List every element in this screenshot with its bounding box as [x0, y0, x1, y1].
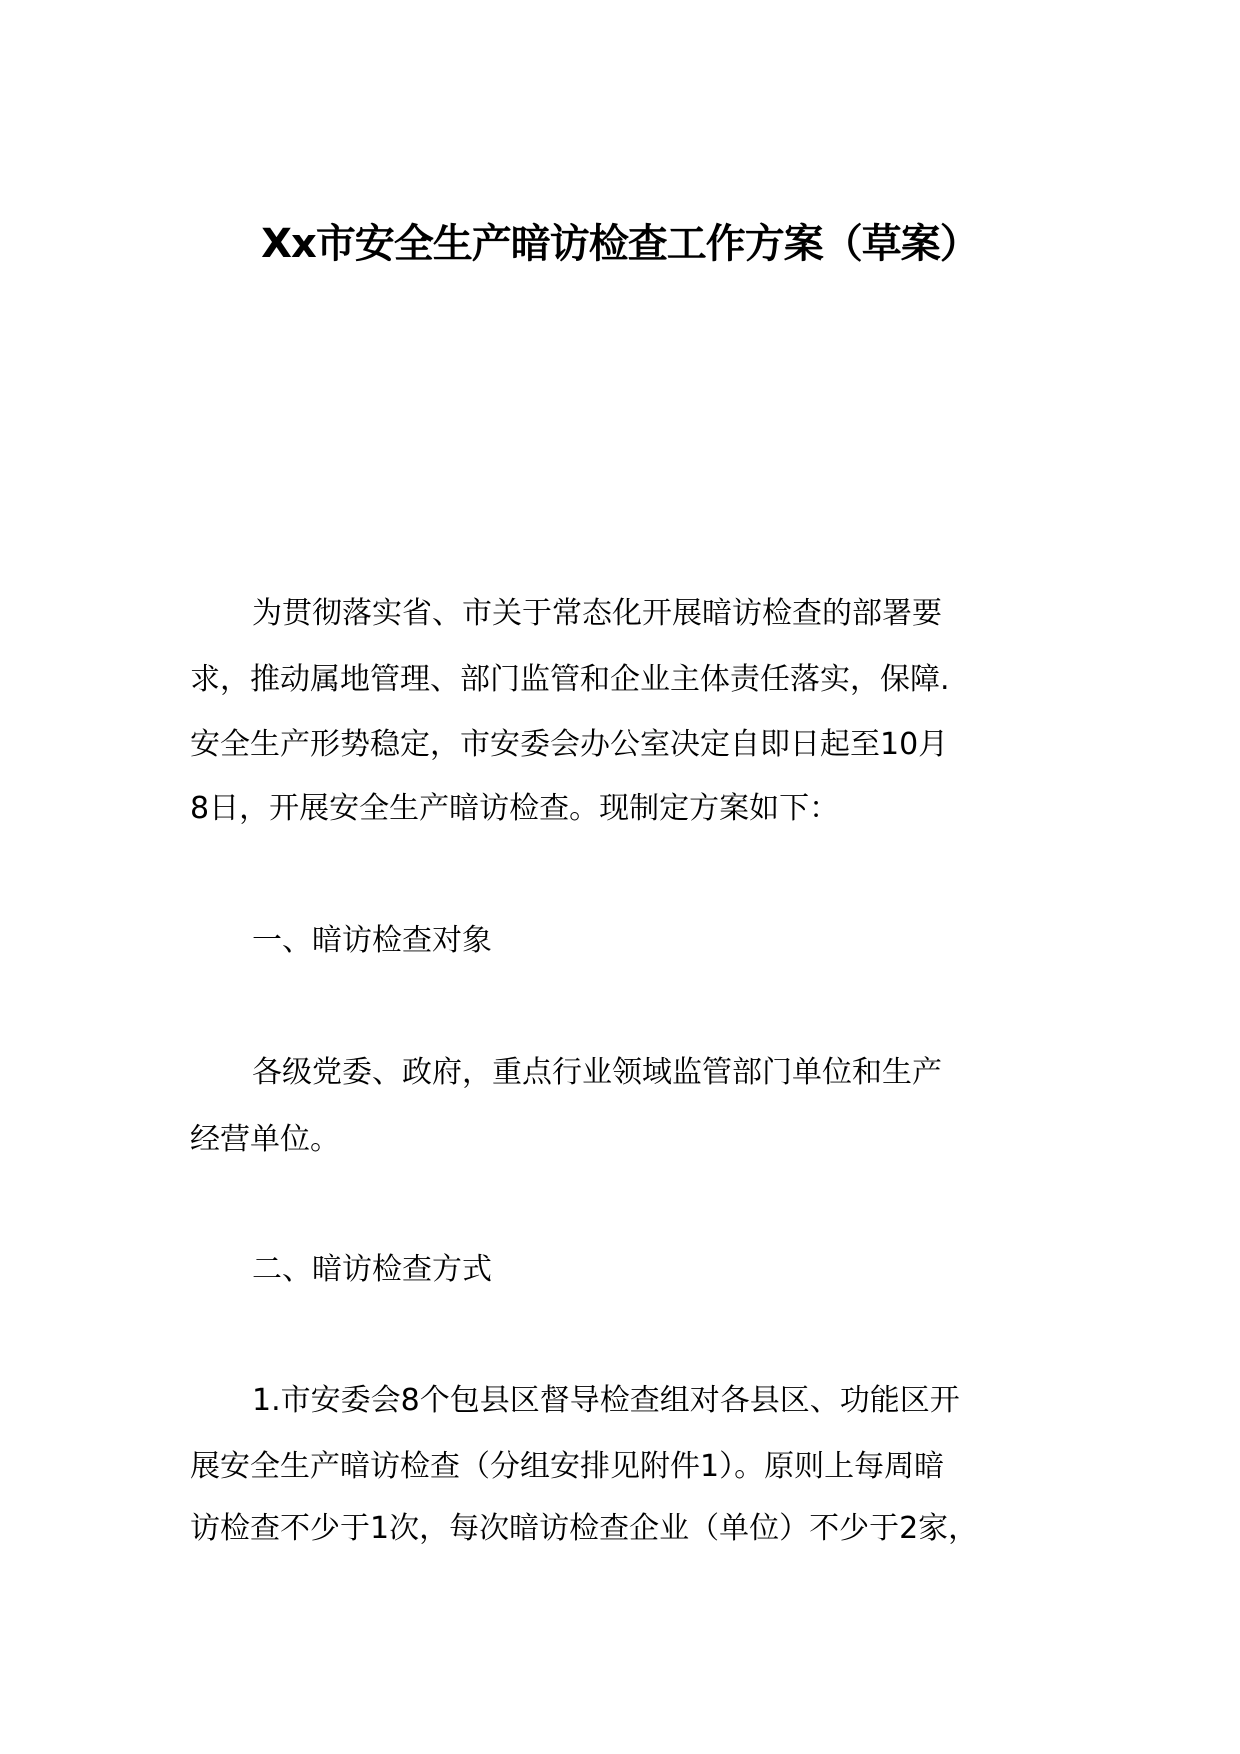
section-heading-2: 二、暗访检查方式 [252, 1252, 492, 1287]
paragraph-line: 1.市安委会8个包县区督导检查组对各县区、功能区开 [252, 1383, 960, 1418]
paragraph-line: 访检查不少于1次，每次暗访检查企业（单位）不少于2家， [190, 1511, 979, 1546]
section-heading-1: 一、暗访检查对象 [252, 923, 492, 958]
paragraph-line: 展安全生产暗访检查（分组安排见附件1）。原则上每周暗 [190, 1449, 945, 1484]
paragraph-line: 安全生产形势稳定，市安委会办公室决定自即日起至10月 [190, 727, 949, 762]
paragraph-line: 为贯彻落实省、市关于常态化开展暗访检查的部署要 [252, 596, 942, 631]
paragraph-line: 各级党委、政府，重点行业领域监管部门单位和生产 [252, 1055, 942, 1090]
paragraph-line: 经营单位。 [190, 1122, 340, 1157]
paragraph-line: 求，推动属地管理、部门监管和企业主体责任落实，保障. [190, 662, 950, 697]
document-title: Xx市安全生产暗访检查工作方案（草案） [261, 221, 979, 267]
paragraph-line: 8日，开展安全生产暗访检查。现制定方案如下： [190, 791, 840, 826]
